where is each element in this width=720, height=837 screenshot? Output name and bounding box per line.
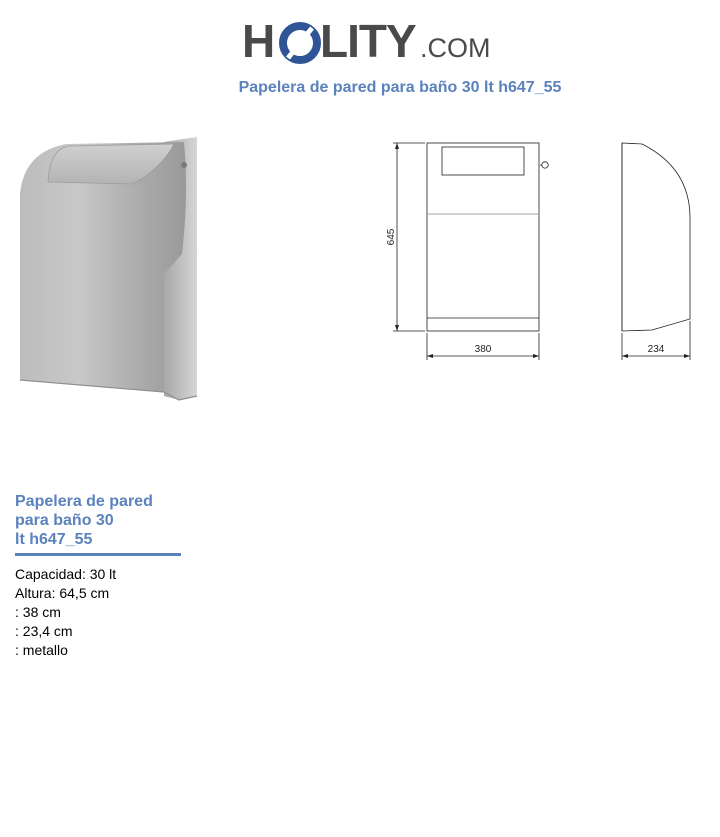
product-name bbox=[15, 492, 185, 549]
spec-material: : metallo bbox=[15, 642, 68, 658]
divider bbox=[15, 553, 181, 556]
dim-depth-label: 234 bbox=[647, 344, 665, 355]
spec-width: : 38 cm bbox=[15, 604, 61, 620]
dim-width-label: 380 bbox=[474, 344, 492, 355]
spec-depth: : 23,4 cm bbox=[15, 623, 73, 639]
spec-capacity: Capacidad: 30 lt bbox=[15, 566, 117, 582]
logo-letter-h: H bbox=[242, 15, 275, 67]
spec-height: Altura: 64,5 cm bbox=[15, 585, 110, 601]
spec-list bbox=[15, 565, 116, 660]
dim-height-label: 645 bbox=[386, 228, 397, 246]
logo-suffix: .COM bbox=[420, 33, 491, 63]
page-title: Papelera de pared para baño 30 lt h647_55 bbox=[238, 79, 562, 96]
product-photo bbox=[14, 134, 204, 402]
product-name-line: lt h647_55 bbox=[15, 531, 93, 548]
logo-letters-lity: LITY bbox=[320, 15, 416, 67]
technical-drawing bbox=[380, 138, 700, 363]
product-name-line: Papelera de pared bbox=[15, 493, 153, 510]
logo-o-icon bbox=[278, 12, 322, 70]
product-name-line: para baño 30 bbox=[15, 512, 114, 529]
